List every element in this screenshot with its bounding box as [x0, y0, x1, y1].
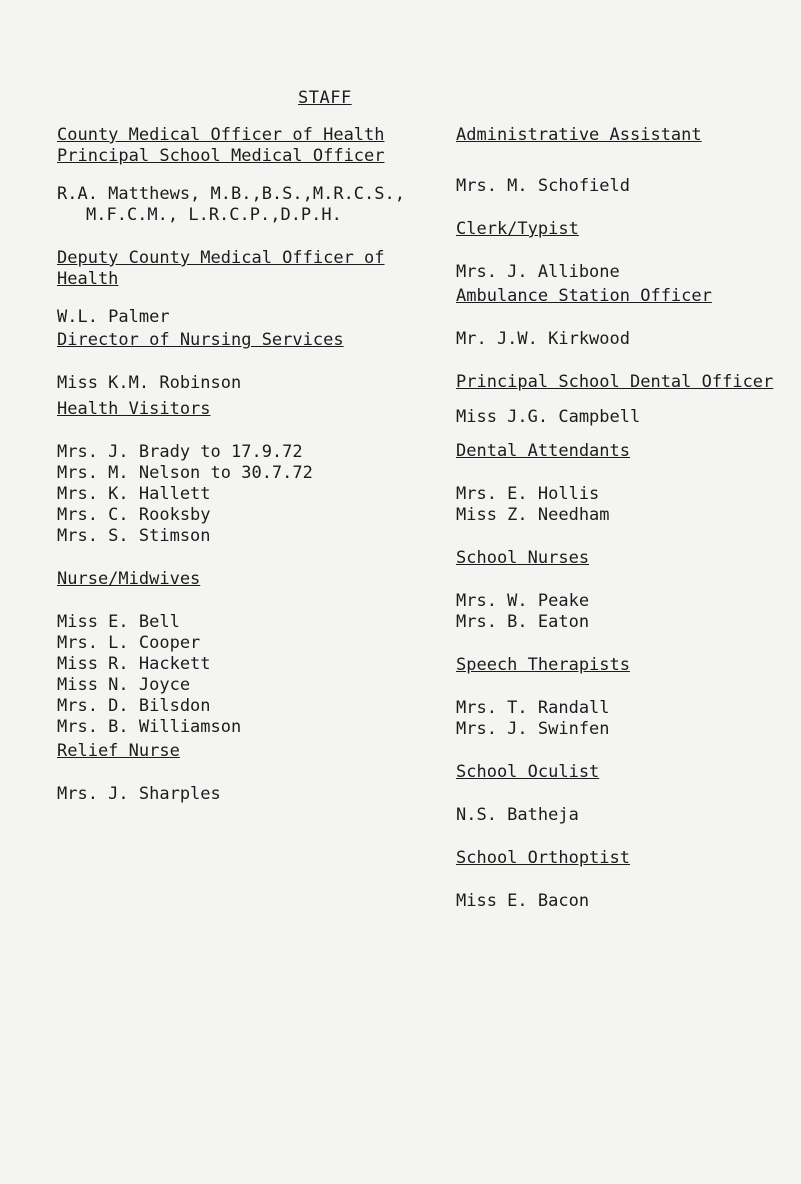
list-item: Mrs. T. Randall: [456, 698, 610, 718]
orthoptist-title: School Orthoptist: [456, 848, 630, 868]
orthoptist-name: Miss E. Bacon: [456, 891, 590, 911]
dental-officer-title: Principal School Dental Officer: [456, 372, 774, 392]
list-item: Mrs. W. Peake: [456, 591, 590, 611]
relief-title: Relief Nurse: [57, 741, 180, 761]
list-item: Mrs. E. Hollis: [456, 484, 600, 504]
health-visitors-title: Health Visitors: [57, 399, 211, 419]
county-moh-name: R.A. Matthews, M.B.,B.S.,M.R.C.S.,: [57, 184, 405, 204]
nursing-title: Director of Nursing Services: [57, 330, 344, 350]
list-item: Miss E. Bell: [57, 612, 180, 632]
deputy-title: Deputy County Medical Officer of: [57, 248, 385, 268]
clerk-title: Clerk/Typist: [456, 219, 579, 239]
principal-smo-title: Principal School Medical Officer: [57, 146, 385, 166]
list-item: Mrs. S. Stimson: [57, 526, 211, 546]
deputy-title-cont: Health: [57, 269, 119, 289]
school-nurses-title: School Nurses: [456, 548, 590, 568]
list-item: Mrs. J. Swinfen: [456, 719, 610, 739]
list-item: Miss N. Joyce: [57, 675, 191, 695]
deputy-name: W.L. Palmer: [57, 307, 170, 327]
oculist-name: N.S. Batheja: [456, 805, 579, 825]
county-moh-qualifications: M.F.C.M., L.R.C.P.,D.P.H.: [86, 205, 342, 225]
dental-officer-name: Miss J.G. Campbell: [456, 407, 641, 427]
list-item: Miss R. Hackett: [57, 654, 211, 674]
ambulance-title: Ambulance Station Officer: [456, 286, 712, 306]
list-item: Miss Z. Needham: [456, 505, 610, 525]
relief-name: Mrs. J. Sharples: [57, 784, 221, 804]
nurse-midwives-title: Nurse/Midwives: [57, 569, 201, 589]
county-moh-title: County Medical Officer of Health: [57, 125, 385, 145]
list-item: Mrs. K. Hallett: [57, 484, 211, 504]
list-item: Mrs. M. Nelson to 30.7.72: [57, 463, 313, 483]
list-item: Mrs. D. Bilsdon: [57, 696, 211, 716]
dental-attendants-title: Dental Attendants: [456, 441, 630, 461]
right-column: [456, 125, 796, 912]
page-title: STAFF: [298, 88, 352, 108]
clerk-name: Mrs. J. Allibone: [456, 262, 620, 282]
admin-name: Mrs. M. Schofield: [456, 176, 630, 196]
nursing-name: Miss K.M. Robinson: [57, 373, 242, 393]
list-item: Mrs. B. Williamson: [57, 717, 242, 737]
speech-title: Speech Therapists: [456, 655, 630, 675]
list-item: Mrs. B. Eaton: [456, 612, 590, 632]
list-item: Mrs. C. Rooksby: [57, 505, 211, 525]
admin-title: Administrative Assistant: [456, 125, 702, 145]
left-column: [57, 125, 417, 805]
list-item: Mrs. J. Brady to 17.9.72: [57, 442, 303, 462]
oculist-title: School Oculist: [456, 762, 600, 782]
ambulance-name: Mr. J.W. Kirkwood: [456, 329, 630, 349]
list-item: Mrs. L. Cooper: [57, 633, 201, 653]
